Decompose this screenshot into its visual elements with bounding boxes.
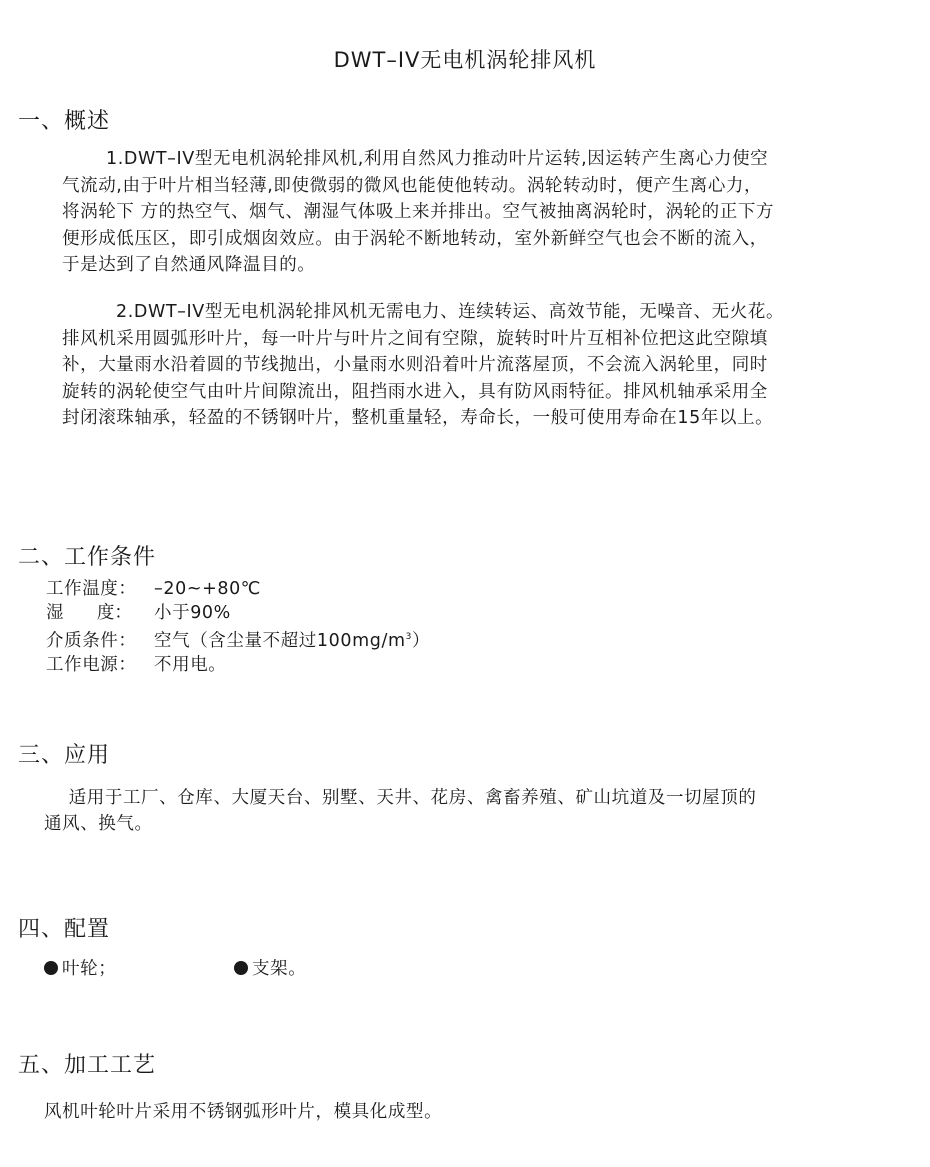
condition-row-humidity [46,601,430,625]
application-text [44,785,756,837]
config-item-impeller [44,955,116,980]
bullet-icon [234,961,248,975]
overview-p2-line: 补，大量雨水沿着圆的节线抛出，小量雨水则沿着叶片流落屋顶，不会流入涡轮里，同时 [62,355,768,375]
condition-value-tail: ） [411,630,431,651]
application-line: 通风、换气。 [44,814,153,834]
condition-value: 空气（含尘量不超过100mg/m [154,630,406,651]
config-item-bracket [234,955,306,980]
section-heading-process: 五、加工工艺 [18,1053,157,1078]
condition-label: 介质条件： [46,630,137,651]
conditions-list [46,577,430,677]
condition-label: 工作电源： [46,654,137,675]
overview-paragraph-1 [62,146,922,279]
section-heading-configuration: 四、配置 [18,917,111,942]
condition-value: 小于90% [154,603,231,623]
section-heading-overview: 一、概述 [18,109,111,134]
application-line: 适用于工厂、仓库、大厦天台、别墅、天井、花房、禽畜养殖、矿山坑道及一切屋顶的 [44,788,757,808]
config-item-label: 叶轮； [62,959,117,979]
overview-paragraph-2 [62,299,922,432]
condition-row-power [46,653,430,677]
overview-p2-line: 2.DWT–IV型无电机涡轮排风机无需电力、连续转运、高效节能，无噪音、无火花。 [116,302,785,322]
condition-value: 不用电。 [154,654,227,675]
condition-label: 湿 度： [46,603,132,623]
overview-p1-line: 气流动,由于叶片相当轻薄,即使微弱的微风也能使他转动。涡轮转动时，便产生离心力， [62,175,763,196]
condition-label: 工作温度： [46,579,137,599]
page-title: DWT–IV无电机涡轮排风机 [333,48,597,72]
overview-p2-line: 封闭滚珠轴承，轻盈的不锈钢叶片，整机重量轻，寿命长，一般可使用寿命在15年以上。 [62,408,774,428]
overview-p1-line: 将涡轮下 方的热空气、烟气、潮湿气体吸上来并排出。空气被抽离涡轮时，涡轮的正下方 [62,202,775,222]
process-text: 风机叶轮叶片采用不锈钢弧形叶片，模具化成型。 [44,1102,443,1122]
section-heading-application: 三、应用 [18,743,111,768]
condition-row-temperature [46,577,430,601]
overview-p1-line: 便形成低压区，即引成烟囱效应。由于涡轮不断地转动，室外新鲜空气也会不断的流入， [62,228,768,249]
section-heading-conditions: 二、工作条件 [18,545,157,570]
overview-p2-line: 排风机采用圆弧形叶片，每一叶片与叶片之间有空隙，旋转时叶片互相补位把这此空隙填 [62,328,768,349]
overview-p1-line: 1.DWT–IV型无电机涡轮排风机,利用自然风力推动叶片运转,因运转产生离心力使空 [106,149,769,169]
condition-superscript: 3 [405,632,412,642]
config-item-label: 支架。 [252,959,307,979]
overview-p1-line: 于是达到了自然通风降温目的。 [62,255,316,275]
overview-p2-line: 旋转的涡轮使空气由叶片间隙流出，阻挡雨水进入，具有防风雨特征。排风机轴承采用全 [62,381,768,402]
condition-row-medium [46,625,430,653]
condition-value: –20~+80℃ [154,579,262,599]
bullet-icon [44,961,58,975]
